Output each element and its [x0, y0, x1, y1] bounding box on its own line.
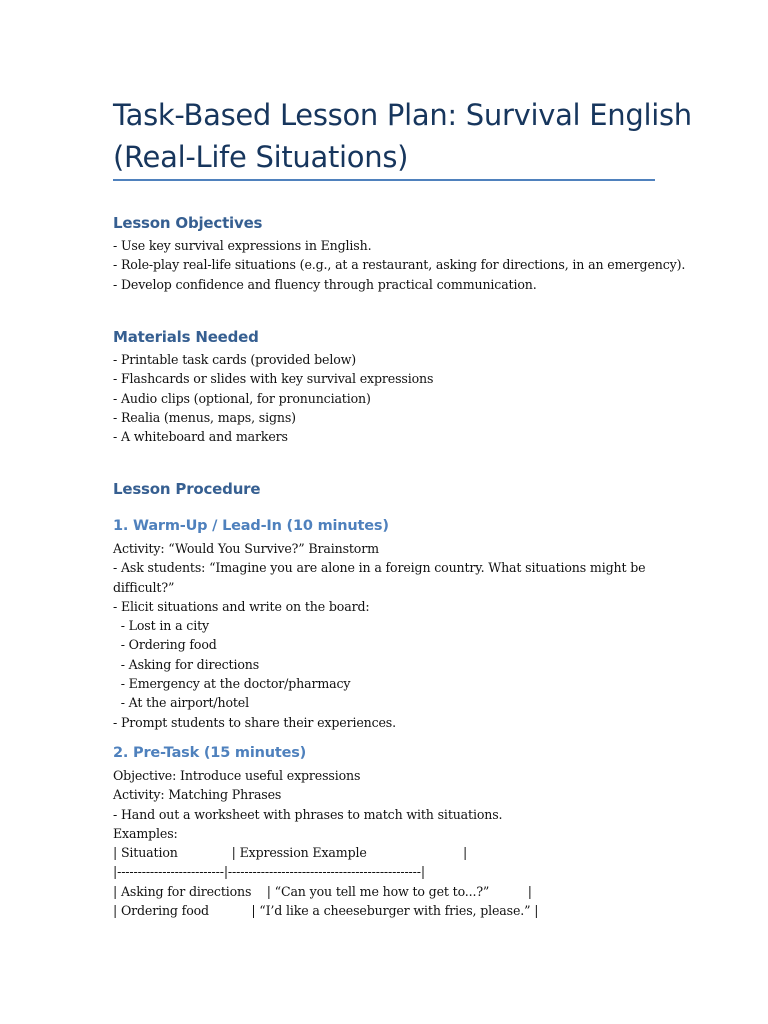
warmup-line: - Emergency at the doctor/pharmacy [113, 676, 351, 692]
warmup-line: - Prompt students to share their experiences. [113, 714, 396, 730]
table-header-row: | Situation | Expression Example | [113, 845, 468, 861]
warmup-line: - At the airport/hotel [113, 695, 249, 711]
warmup-line: - Ordering food [113, 637, 217, 653]
pretask-line: Examples: [113, 825, 178, 841]
warmup-line: Activity: “Would You Survive?” Brainstorm [113, 541, 379, 556]
material-item: - Printable task cards (provided below) [113, 352, 357, 367]
procedure-heading: Lesson Procedure [113, 480, 261, 498]
document-title [113, 94, 692, 178]
pretask-line: - Hand out a worksheet with phrases to match with situations. [113, 806, 503, 822]
warmup-line: - Elicit situations and write on the board: [113, 598, 370, 614]
pretask-heading: 2. Pre-Task (15 minutes) [113, 745, 307, 761]
table-row: | Asking for directions | “Can you tell me how to get to...?” | [113, 883, 532, 899]
objective-item: - Role-play real-life situations (e.g., at a restaurant, asking for directions, in an emergency). [113, 257, 686, 273]
title-line-1: Task-Based Lesson Plan: Survival English [113, 98, 692, 132]
warmup-line: difficult?” [113, 579, 175, 595]
warmup-line: - Ask students: “Imagine you are alone in a foreign country. What situations might be [113, 560, 646, 576]
pretask-line: Objective: Introduce useful expressions [113, 768, 361, 783]
pretask-content [113, 766, 658, 920]
objectives-heading: Lesson Objectives [113, 214, 263, 232]
objective-item: - Develop confidence and fluency through practical communication. [113, 276, 537, 292]
warmup-content [113, 539, 658, 732]
warmup-heading: 1. Warm-Up / Lead-In (10 minutes) [113, 518, 389, 534]
materials-heading: Materials Needed [113, 328, 259, 346]
title-line-2: (Real-Life Situations) [113, 140, 409, 174]
objectives-list [113, 236, 686, 294]
table-separator-row: |--------------------------|-----------------------------------------------| [113, 864, 425, 880]
material-item: - Flashcards or slides with key survival expressions [113, 371, 434, 387]
objective-item: - Use key survival expressions in English. [113, 238, 372, 253]
table-row: | Ordering food | “I’d like a cheeseburger with fries, please.” | [113, 903, 539, 919]
material-item: - Realia (menus, maps, signs) [113, 409, 296, 425]
warmup-line: - Asking for directions [113, 656, 260, 672]
material-item: - Audio clips (optional, for pronunciation) [113, 390, 371, 406]
material-item: - A whiteboard and markers [113, 429, 288, 445]
pretask-line: Activity: Matching Phrases [113, 787, 282, 803]
title-underline [113, 179, 655, 181]
materials-list [113, 350, 658, 446]
warmup-line: - Lost in a city [113, 618, 209, 634]
